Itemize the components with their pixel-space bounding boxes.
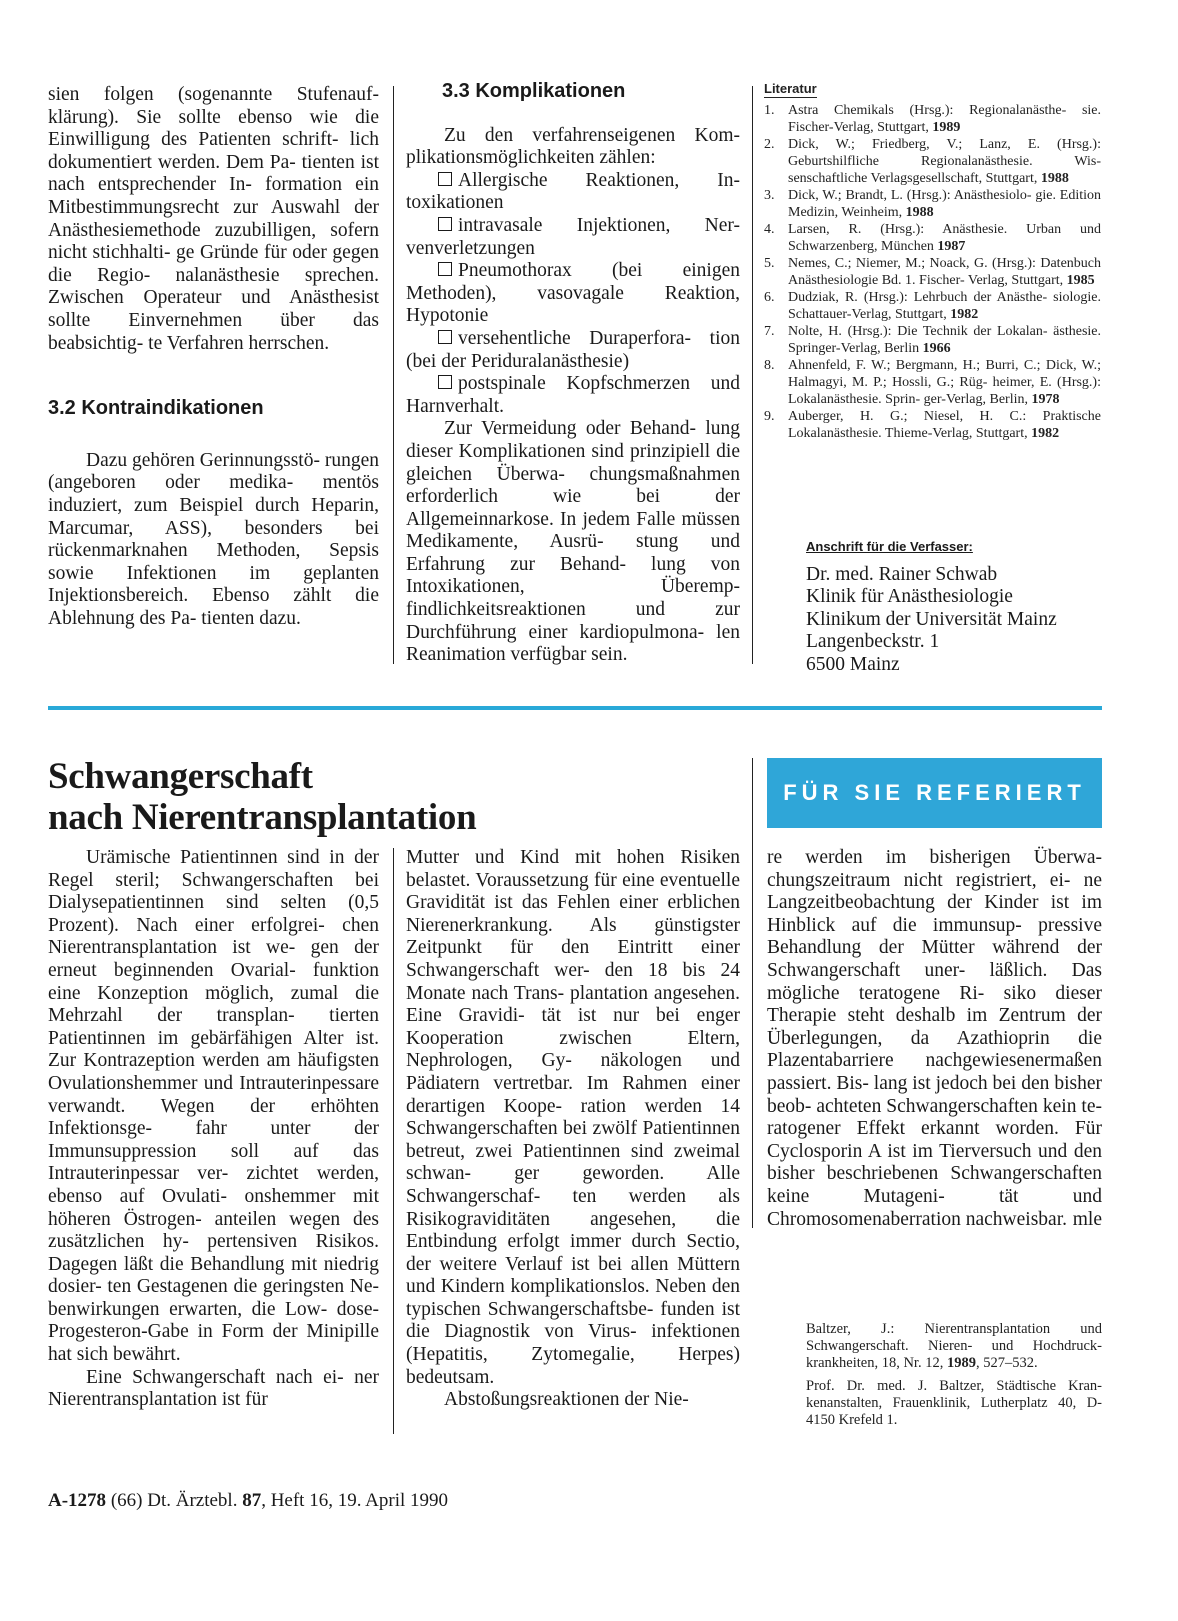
- paragraph: Zur Vermeidung oder Behand- lung dieser Komplikationen sind prinzipiell die gleichen Überwa- chungsmaßnahmen erforderlich wie bei der Allgemeinnarkose. In jedem Falle müssen Medikamente, Ausrü- stung und Erfahrung zur Behand- lung von Intoxikationen, Überemp- findlichkeitsreaktionen und zur Durchführung einer kardiopulmona- len Reanimation verfügbar sein.: [406, 418, 740, 666]
- reference-item: 9. Auberger, H. G.; Niesel, H. C.: Praktische Lokalanästhesie. Thieme-Verlag, Stuttgart, 1982: [764, 409, 1101, 441]
- paragraph: Mutter und Kind mit hohen Risiken belastet. Voraussetzung für eine eventuelle Gravidität ist das Fehlen einer erblichen Nierenerkrankung. Als günstigster Zeitpunkt für den Eintritt einer Schwangerschaft wer- den 18 bis 24 Monate nach Trans- plantation angesehen. Eine Gravidi- tät ist nur bei enger Kooperation zwischen Eltern, Nephrologen, Gy- näkologen und Pädiatern vertretbar. Im Rahmen einer derartigen Koope- ration werden 14 Schwangerschaften bei zwölf Patientinnen betreut, zwei Patientinnen sind zweimal schwan- ger geworden. Alle Schwangerschaf- ten werden als Risikograviditäten angesehen, die Entbindung erfolgt immer durch Sectio, der weitere Verlauf ist bei allen Müttern und Kindern komplikationslos. Neben den typischen Schwangerschaftsbe- funden ist die Diagnostik von Virus- infektionen (Hepatitis, Zytomegalie, Herpes) bedeutsam.: [406, 847, 740, 1388]
- address-line: Klinikum der Universität Mainz: [806, 608, 1057, 630]
- page-number: A-1278: [48, 1490, 107, 1511]
- paragraph: Urämische Patientinnen sind in der Regel steril; Schwangerschaften bei Dialysepatientinnen sind selten (0,5 Prozent). Nach einer erfolgrei- chen Nierentransplantation ist we- gen der erneut beginnenden Ovarial- funktion eine Konzeption möglich, zumal die Mehrzahl der transplan- tierten Patientinnen im gebärfähigen Alter ist. Zur Kontrazeption werden am häufigsten Ovulationshemmer und Intrauterinpessare verwandt. Wegen der erhöhten Infektionsge- fahr unter der Immunsuppression soll auf das Intrauterinpessar ver- zichtet werden, ebenso auf Ovulati- onshemmer mit höheren Östrogen- anteilen wegen des zusätzlichen hy- pertensiven Risikos. Dagegen läßt die Behandlung mit niedrig dosier- ten Gestagenen die geringsten Ne- benwirkungen erwarten, die Low- dose-Progesteron-Gabe in Form der Minipille hat sich bewährt.: [48, 847, 379, 1366]
- source-reference: [806, 1321, 1102, 1435]
- list-item: versehentliche Duraperfora- tion (bei der Periduralanästhesie): [406, 327, 740, 372]
- author-address: [806, 536, 1106, 676]
- checkbox-icon: [438, 262, 452, 276]
- reference-item: 4. Larsen, R. (Hrsg.): Anästhesie. Urban und Schwarzenberg, München 1987: [764, 222, 1101, 254]
- author-signature: mle: [1072, 1208, 1102, 1230]
- paragraph: sien folgen (sogenannte Stufenauf- klärung). Sie sollte ebenso wie die Einwilligung des Patienten schrift- lich dokumentiert werden. Dem Pa- tienten ist nach entsprechender In- formation ein Mitbestimmungsrecht zur Auswahl der Anästhesiemethode zuzubilligen, sofern nicht stichhalti- ge Gründe für oder gegen die Regio- nalanästhesie sprechen. Zwischen Operateur und Anästhesist sollte Einvernehmen über das beabsichtig- te Verfahren herrschen.: [48, 84, 379, 354]
- list-item: postspinale Kopfschmerzen und Harnverhalt.: [406, 373, 740, 417]
- checkbox-icon: [438, 330, 452, 344]
- paragraph: Abstoßungsreaktionen der Nie-: [444, 1389, 689, 1411]
- citation-address: Prof. Dr. med. J. Baltzer, Städtische Kran- kenanstalten, Frauenklinik, Lutherplatz 40, D-4150 Krefeld 1.: [806, 1378, 1102, 1428]
- reference-item: 5. Nemes, C.; Niemer, M.; Noack, G. (Hrsg.): Datenbuch Anästhesiologie Bd. 1. Fischer- Verlag, Stuttgart, 1985: [764, 256, 1101, 288]
- address-heading: Anschrift für die Verfasser:: [806, 539, 973, 554]
- article-column-1: [48, 847, 379, 1412]
- address-line: Dr. med. Rainer Schwab: [806, 563, 998, 585]
- checkbox-icon: [438, 375, 452, 389]
- article-column-2: [406, 847, 740, 1412]
- literature-list: [764, 80, 1101, 442]
- paragraph: Eine Schwangerschaft nach ei- ner Nierentransplantation ist für: [48, 1366, 379, 1411]
- paragraph: re werden im bisherigen Überwa- chungszeitraum nicht registriert, ei- ne Langzeitbeobachtung der Kinder ist im Hinblick auf die immunsup- pressive Behandlung der Mütter während der Schwangerschaft uner- läßlich. Das mögliche teratogene Ri- siko dieser Therapie steht deshalb im Zentrum der Überlegungen, da Azathioprin die Plazentabarriere nachgewiesenermaßen passiert. Bis- lang ist jedoch bei den bisher beob- achteten Schwangerschaften kein te- ratogener Effekt erkannt worden. Für Cyclosporin A ist im Tierversuch und den bisher beschriebenen Schwangerschaften keine Mutageni- tät und Chromosomenaberration nachweisbar. mle: [767, 847, 1102, 1230]
- checkbox-icon: [438, 172, 452, 186]
- reference-list: [764, 102, 1101, 442]
- top-column-1: [48, 84, 379, 630]
- list-item: Allergische Reaktionen, In- toxikationen: [406, 169, 740, 214]
- column-divider: [752, 758, 753, 1228]
- reference-item: 6. Dudziak, R. (Hrsg.): Lehrbuch der Anästhe- siologie. Schattauer-Verlag, Stuttgart, 1982: [764, 290, 1101, 322]
- column-divider: [752, 86, 753, 664]
- citation: Baltzer, J.: Nierentransplantation und Schwangerschaft. Nieren- und Hochdruck- krankheiten, 18, Nr. 12, 1989, 527–532.: [806, 1321, 1102, 1371]
- article-column-3: [767, 847, 1102, 1231]
- column-divider: [393, 848, 394, 1434]
- section-separator: [48, 706, 1102, 710]
- checkbox-icon: [438, 217, 452, 231]
- section-banner: [767, 758, 1102, 828]
- banner-label: FÜR SIE REFERIERT: [783, 780, 1086, 805]
- reference-item: 8. Ahnenfeld, F. W.; Bergmann, H.; Burri, C.; Dick, W.; Halmagyi, M. P.; Hossli, G.; Rüg- heimer, E. (Hrsg.): Lokalanästhesie. Sprin- ger-Verlag, Berlin, 1978: [764, 358, 1101, 407]
- page-footer: A-1278 (66) Dt. Ärztebl. 87, Heft 16, 19. April 1990: [48, 1490, 449, 1511]
- reference-item: 7. Nolte, H. (Hrsg.): Die Technik der Lokalan- ästhesie. Springer-Verlag, Berlin 1966: [764, 324, 1101, 356]
- section-heading: 3.3 Komplikationen: [442, 80, 626, 102]
- literature-heading: Literatur: [764, 81, 817, 96]
- reference-item: 2. Dick, W.; Friedberg, V.; Lanz, E. (Hrsg.): Geburtshilfliche Regionalanästhesie. Wis- senschaftliche Verlagsgesellschaft, Stuttgart, 1988: [764, 137, 1101, 186]
- paragraph: Zu den verfahrenseigenen Kom- plikationsmöglichkeiten zählen:: [406, 124, 740, 169]
- reference-item: 1. Astra Chemikals (Hrsg.): Regionalanästhe- sie. Fischer-Verlag, Stuttgart, 1989: [764, 103, 1101, 135]
- reference-item: 3. Dick, W.; Brandt, L. (Hrsg.): Anästhesiolo- gie. Edition Medizin, Weinheim, 1988: [764, 188, 1101, 220]
- address-line: Langenbeckstr. 1: [806, 631, 940, 652]
- address-line: 6500 Mainz: [806, 653, 900, 675]
- section-heading: 3.2 Kontraindikationen: [48, 397, 264, 420]
- article-title: Schwangerschaft nach Nierentransplantation: [48, 756, 477, 838]
- list-item: Pneumothorax (bei einigen Methoden), vasovagale Reaktion, Hypotonie: [406, 260, 740, 327]
- paragraph: Dazu gehören Gerinnungsstö- rungen (angeboren oder medika- mentös induziert, zum Beispiel durch Heparin, Marcumar, ASS), besonders bei rückenmarknahen Methoden, Sepsis sowie Infektionen im geplanten Injektionsbereich. Ebenso zählt die Ablehnung des Pa- tienten dazu.: [48, 449, 379, 629]
- list-item: intravasale Injektionen, Ner- venverletzungen: [406, 214, 740, 259]
- column-divider: [393, 86, 394, 664]
- top-column-2: [406, 80, 740, 667]
- address-line: Klinik für Anästhesiologie: [806, 586, 1013, 607]
